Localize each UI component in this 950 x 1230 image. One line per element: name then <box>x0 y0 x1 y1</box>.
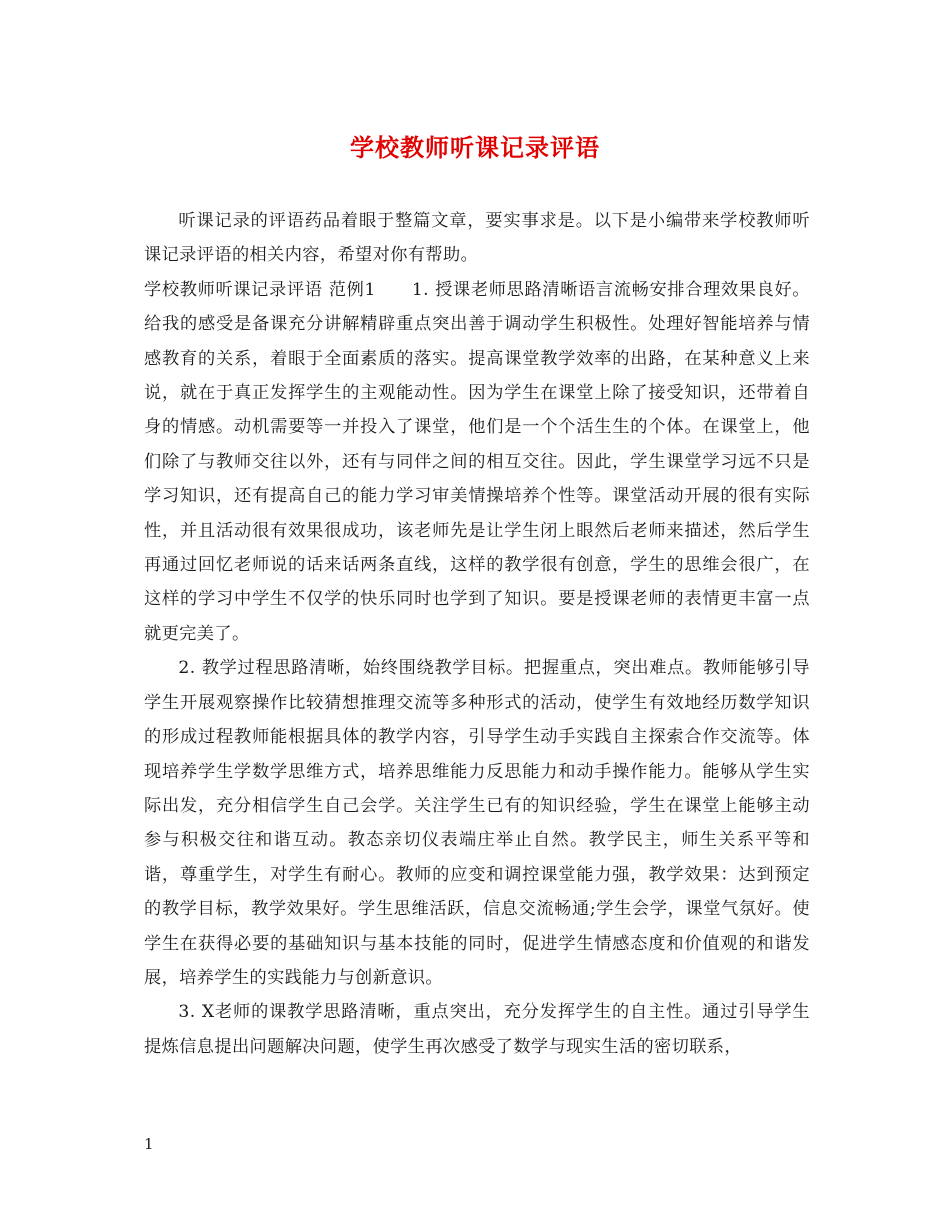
document-body <box>144 204 810 1064</box>
document-title: 学校教师听课记录评语 <box>350 133 600 162</box>
page-number: 1 <box>144 1135 154 1153</box>
example-paragraph-3: 3. X老师的课教学思路清晰，重点突出，充分发挥学生的自主性。通过引导学生提炼信息提出问题解决问题，使学生再次感受了数学与现实生活的密切联系， <box>144 1002 810 1057</box>
example-paragraph-2: 2. 教学过程思路清晰，始终围绕教学目标。把握重点，突出难点。教师能够引导学生开展观察操作比较猜想推理交流等多种形式的活动，使学生有效地经历数学知识的形成过程教师能根据具体的教学内容，引导学生动手实践自主探索合作交流等。体现培养学生学数学思维方式，培养思维能力反思能力和动手操作能力。能够从学生实际出发，充分相信学生自己会学。关注学生已有的知识经验，学生在课堂上能够主动参与积极交往和谐互动。教态亲切仪表端庄举止自然。教学民主，师生关系平等和谐，尊重学生，对学生有耐心。教师的应变和调控课堂能力强，教学效果：达到预定的教学目标，教学效果好。学生思维活跃，信息交流畅通;学生会学，课堂气氛好。使学生在获得必要的基础知识与基本技能的同时，促进学生情感态度和价值观的和谐发展，培养学生的实践能力与创新意识。 <box>144 658 810 988</box>
example-paragraph-1: 学校教师听课记录评语 范例1 1. 授课老师思路清晰语言流畅安排合理效果良好。给我的感受是备课充分讲解精辟重点突出善于调动学生积极性。处理好智能培养与情感教育的关系，着眼于全面素质的落实。提高课堂教学效率的出路，在某种意义上来说，就在于真正发挥学生的主观能动性。因为学生在课堂上除了接受知识，还带着自身的情感。动机需要等一并投入了课堂，他们是一个个活生生的个体。在课堂上，他们除了与教师交往以外，还有与同伴之间的相互交往。因此，学生课堂学习远不只是学习知识，还有提高自己的能力学习审美情操培养个性等。课堂活动开展的很有实际性，并且活动很有效果很成功，该老师先是让学生闭上眼然后老师来描述，然后学生再通过回忆老师说的话来话两条直线，这样的教学很有创意，学生的思维会很广，在这样的学习中学生不仅学的快乐同时也学到了知识。要是授课老师的表情更丰富一点就更完美了。 <box>144 279 810 644</box>
intro-paragraph: 听课记录的评语药品着眼于整篇文章，要实事求是。以下是小编带来学校教师听课记录评语的相关内容，希望对你有帮助。 <box>144 211 810 266</box>
